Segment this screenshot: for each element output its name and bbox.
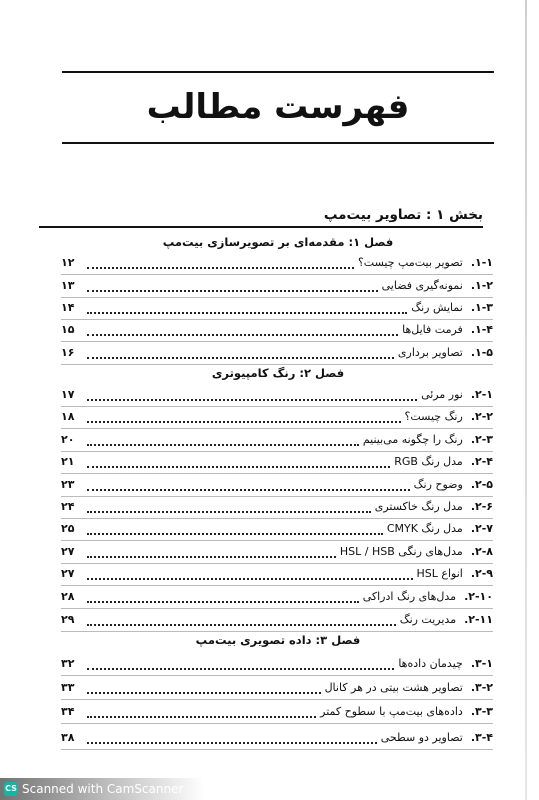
entry-label: تصاویر هشت بیتی در هر کانال [324, 681, 463, 694]
toc-entry[interactable] [61, 520, 493, 538]
dot-leader [87, 397, 417, 401]
dot-leader [87, 509, 371, 513]
dot-leader [87, 310, 407, 314]
entry-number: ۲-۲. [470, 410, 493, 423]
entry-number: ۱-۵. [470, 346, 493, 359]
entry-label: مدیریت رنگ [399, 613, 457, 626]
entry-number: ۲-۵. [470, 478, 493, 491]
entry-rule [61, 297, 493, 298]
entry-rule [61, 585, 493, 586]
entry-label: رنگ را چگونه می‌بینیم [362, 433, 463, 446]
entry-rule [61, 749, 493, 750]
toc-entry[interactable] [61, 299, 493, 317]
entry-label: نمونه‌گیری فضایی [381, 279, 463, 292]
toc-entry[interactable] [61, 476, 493, 494]
entry-rule [61, 319, 493, 320]
entry-label: فرمت فایل‌ها [402, 323, 463, 336]
entry-page: ۳۲ [61, 657, 75, 670]
entry-label: وضوح رنگ [413, 478, 463, 491]
entry-label: تصاویر دو سطحی [380, 731, 463, 744]
dot-leader [87, 714, 316, 718]
chapter-heading: فصل ۱: مقدمه‌ای بر تصویرسازی بیت‌مپ [162, 235, 394, 249]
entry-page: ۲۵ [61, 522, 75, 535]
toc-entry[interactable] [61, 729, 493, 747]
entry-page: ۲۸ [61, 590, 75, 603]
entry-page: ۱۵ [61, 323, 75, 336]
dot-leader [87, 690, 321, 694]
dot-leader [87, 554, 336, 558]
entry-page: ۲۷ [61, 545, 75, 558]
camscanner-logo-icon: CS [4, 782, 18, 796]
entry-number: ۲-۷. [470, 522, 493, 535]
dot-leader [87, 442, 359, 446]
entry-page: ۳۴ [61, 705, 75, 718]
toc-entry[interactable] [61, 498, 493, 516]
entry-label: نور مرئی [421, 388, 463, 401]
entry-label: داده‌های بیت‌مپ با سطوح کمتر [320, 705, 463, 718]
entry-label: تصاویر برداری [397, 346, 463, 359]
entry-page: ۱۷ [61, 388, 75, 401]
entry-number: ۳-۳. [470, 705, 493, 718]
entry-rule [61, 341, 493, 342]
toc-entry[interactable] [61, 453, 493, 471]
entry-label: مدل‌های رنگی HSL / HSB [339, 545, 463, 558]
entry-number: ۲-۴. [470, 455, 493, 468]
entry-number: ۱-۴. [470, 323, 493, 336]
toc-entry[interactable] [61, 655, 493, 673]
entry-number: ۱-۱. [470, 256, 493, 269]
dot-leader [87, 464, 390, 468]
toc-entry[interactable] [61, 408, 493, 426]
toc-entry[interactable] [61, 543, 493, 561]
chapter-heading: فصل ۲: رنگ کامپیوتری [211, 366, 345, 380]
dot-leader [87, 419, 401, 423]
entry-number: ۲-۱. [470, 388, 493, 401]
dot-leader [87, 531, 383, 535]
toc-entry[interactable] [61, 679, 493, 697]
watermark-text: Scanned with CamScanner [22, 782, 184, 796]
dot-leader [87, 265, 354, 269]
entry-number: ۲-۸. [470, 545, 493, 558]
entry-rule [61, 406, 493, 407]
entry-page: ۲۰ [61, 433, 75, 446]
dot-leader [87, 288, 378, 292]
entry-label: مدل رنگ CMYK [386, 522, 463, 535]
entry-rule [61, 518, 493, 519]
entry-rule [61, 723, 493, 724]
entry-rule [61, 496, 493, 497]
entry-number: ۳-۱. [470, 657, 493, 670]
entry-label: نمایش رنگ [411, 301, 463, 314]
entry-rule [61, 675, 493, 676]
entry-number: ۳-۲. [470, 681, 493, 694]
entry-label: انواع HSL [416, 567, 463, 580]
toc-entry[interactable] [61, 277, 493, 295]
entry-page: ۱۶ [61, 346, 75, 359]
entry-rule [61, 540, 493, 541]
entry-label: چیدمان داده‌ها [398, 657, 463, 670]
toc-entry[interactable] [61, 321, 493, 339]
toc-entry[interactable] [61, 703, 493, 721]
part-title: بخش ۱ : تصاویر بیت‌مپ [323, 207, 483, 223]
toc-entry[interactable] [61, 611, 493, 629]
toc-entry[interactable] [61, 588, 493, 606]
entry-page: ۱۲ [61, 256, 75, 269]
entry-number: ۲-۳. [470, 433, 493, 446]
entry-page: ۲۳ [61, 478, 75, 491]
entry-number: ۳-۴. [470, 731, 493, 744]
entry-page: ۲۴ [61, 500, 75, 513]
scanner-watermark [0, 778, 204, 800]
part-rule [39, 226, 483, 228]
toc-entry[interactable] [61, 565, 493, 583]
entry-rule [61, 608, 493, 609]
entry-label: مدل‌های رنگ ادراکی [362, 590, 457, 603]
entry-number: ۲-۱۰. [464, 590, 493, 603]
dot-leader [87, 599, 359, 603]
entry-label: رنگ چیست؟ [404, 410, 463, 423]
entry-rule [61, 428, 493, 429]
entry-number: ۱-۲. [470, 279, 493, 292]
entry-label: مدل رنگ خاکستری [374, 500, 463, 513]
entry-number: ۲-۶. [470, 500, 493, 513]
dot-leader [87, 487, 410, 491]
dot-leader [87, 355, 394, 359]
entry-page: ۲۱ [61, 455, 75, 468]
dot-leader [87, 622, 396, 626]
toc-entry[interactable] [61, 431, 493, 449]
entry-rule [61, 699, 493, 700]
entry-label: مدل رنگ RGB [394, 455, 463, 468]
entry-page: ۲۹ [61, 613, 75, 626]
entry-page: ۳۸ [61, 731, 75, 744]
toc-entry[interactable] [61, 254, 493, 272]
entry-rule [61, 563, 493, 564]
dot-leader [87, 740, 377, 744]
entry-rule [61, 451, 493, 452]
dot-leader [87, 666, 394, 670]
toc-entry[interactable] [61, 386, 493, 404]
entry-label: تصویر بیت‌مپ چیست؟ [357, 256, 463, 269]
toc-entry[interactable] [61, 344, 493, 362]
entry-number: ۲-۹. [470, 567, 493, 580]
part-heading [39, 206, 483, 228]
entry-page: ۱۴ [61, 301, 75, 314]
entry-rule [61, 473, 493, 474]
entry-page: ۱۸ [61, 410, 75, 423]
dot-leader [87, 332, 398, 336]
entry-number: ۱-۳. [470, 301, 493, 314]
page-title: فهرست مطالب [146, 87, 410, 127]
entry-page: ۲۷ [61, 567, 75, 580]
entry-page: ۳۳ [61, 681, 75, 694]
entry-number: ۲-۱۱. [464, 613, 493, 626]
entry-page: ۱۳ [61, 279, 75, 292]
dot-leader [87, 576, 413, 580]
entry-rule [61, 274, 493, 275]
chapter-heading: فصل ۳: داده تصویری بیت‌مپ [195, 633, 361, 647]
